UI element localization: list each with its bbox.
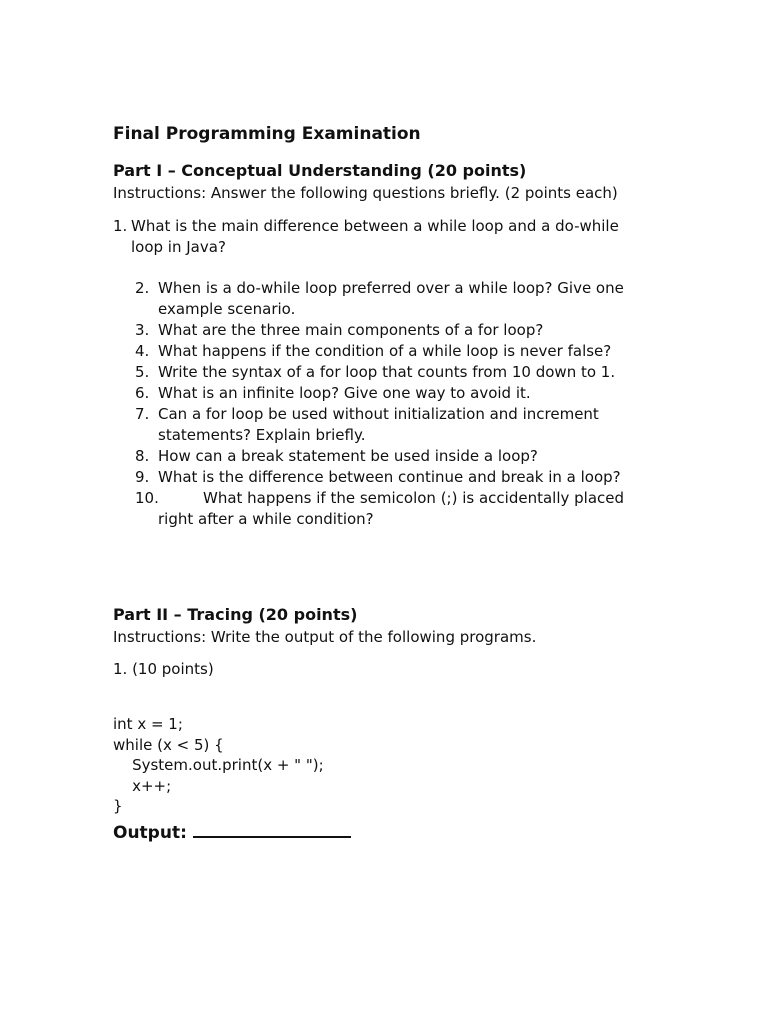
question-list (113, 278, 643, 530)
question-number: 1. (113, 217, 128, 235)
question-number: 3. (135, 321, 150, 339)
question-number: 6. (135, 384, 150, 402)
list-item (113, 404, 643, 446)
list-item (113, 467, 643, 488)
list-item (113, 320, 643, 341)
list-item (113, 383, 643, 404)
part1-heading: Part I – Conceptual Understanding (20 points) (113, 161, 527, 180)
list-item (113, 446, 643, 467)
list-item (113, 278, 643, 320)
question-number: 5. (135, 363, 150, 381)
question-1 (113, 216, 633, 258)
output-answer-blank (193, 820, 351, 838)
list-item (113, 341, 643, 362)
list-item (113, 488, 643, 530)
question-text: When is a do-while loop preferred over a while loop? Give one example scenario. (158, 279, 624, 318)
question-text: Can a for loop be used without initialization and increment statements? Explain briefly. (158, 405, 599, 444)
exam-title: Final Programming Examination (113, 124, 421, 144)
output-line (113, 820, 351, 843)
tracing-item-label: 1. (10 points) (113, 660, 214, 678)
question-text: What are the three main components of a for loop? (158, 321, 544, 339)
question-text: What happens if the semicolon (;) is accidentally placed right after a while condition? (158, 489, 625, 528)
question-number: 10. (135, 489, 159, 507)
question-text: Write the syntax of a for loop that counts from 10 down to 1. (158, 363, 616, 381)
code-snippet: int x = 1; while (x < 5) { System.out.print(x + " "); x++; } (113, 715, 324, 816)
output-label: Output: (113, 823, 187, 843)
question-text: How can a break statement be used inside a loop? (158, 447, 538, 465)
question-text: What is an infinite loop? Give one way to avoid it. (158, 384, 531, 402)
question-number: 9. (135, 468, 150, 486)
question-text: What happens if the condition of a while loop is never false? (158, 342, 612, 360)
question-number: 7. (135, 405, 150, 423)
part2-instructions: Instructions: Write the output of the following programs. (113, 628, 537, 646)
list-item (113, 362, 643, 383)
part1-instructions: Instructions: Answer the following questions briefly. (2 points each) (113, 184, 618, 202)
question-number: 8. (135, 447, 150, 465)
question-number: 4. (135, 342, 150, 360)
question-number: 2. (135, 279, 150, 297)
question-text: What is the difference between continue and break in a loop? (158, 468, 621, 486)
part2-heading: Part II – Tracing (20 points) (113, 605, 358, 624)
question-text: What is the main difference between a while loop and a do-while loop in Java? (131, 217, 619, 256)
